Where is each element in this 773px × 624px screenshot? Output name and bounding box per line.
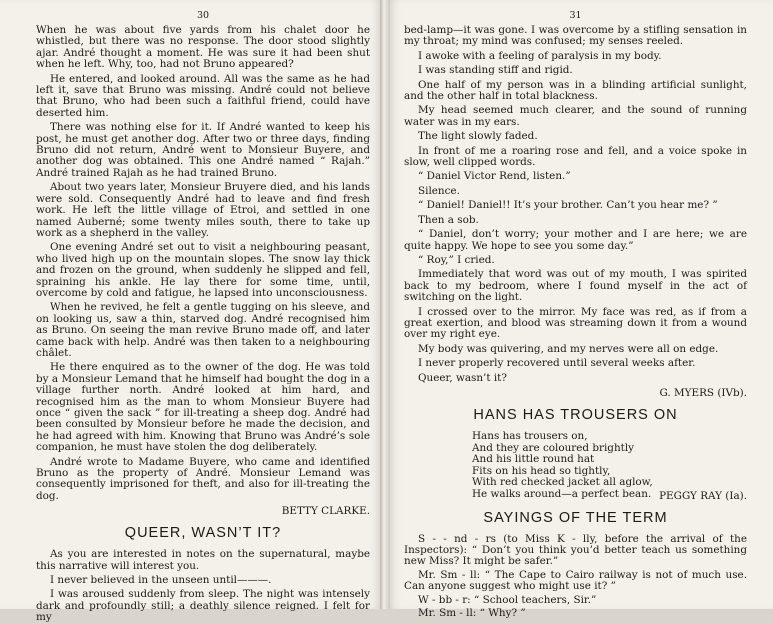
queer-paragraph: My body was quivering, and my nerves were all on edge.	[418, 342, 719, 355]
queer-paragraph: One half of my person was in a blinding artificial sunlight, and the other half in total blackness.	[404, 78, 747, 103]
story-paragraph: André wrote to Madame Buyere, who came and identified Bruno as the property of André. Monsieur Lemand was consequently imprisoned for theft, and also for ill-treating the dog.	[36, 455, 370, 502]
story-paragraph: He there enquired as to the owner of the dog. He was told by a Monsieur Lemand that he himself had bought the dog in a village further north. André looked at him hard, and recognised him as the man to whom Monsieur Buyere had once “ given the sack ” for ill-treating a sheep dog. André had been consulted by Monsieur before he made the decision, and he had agreed with him. Knowing that Bruno was André’s sole companion, he must have stolen the dog deliberately.	[36, 361, 370, 454]
book-gutter	[380, 0, 390, 609]
queer-paragraph: I was standing stiff and rigid.	[418, 64, 573, 77]
queer-paragraph: bed-lamp—it was gone. I was overcome by a stifling sensation in my throat; my mind was confused; my senses reeled.	[404, 24, 747, 48]
poem-line: He walks around—a perfect bean.	[472, 487, 652, 500]
queer-intro	[36, 549, 370, 623]
sayings-list	[404, 534, 747, 620]
story-paragraph: About two years later, Monsieur Bruyere died, and his lands were sold. Consequently André had to leave and find fresh work. He left the little village of Etroi, and settled in one named Auberné; some twenty miles south, there to take up work as a shepherd in the valley.	[36, 181, 370, 239]
saying: Mr. Sm - ll: “ Why? ”	[418, 606, 526, 619]
story-paragraph: When he revived, he felt a gentle tugging on his sleeve, and on looking us, saw a thin, starved dog. André recognised him as Bruno. On seeing the man revive Bruno made off, and later came back with help. André was then taken to a neighbouring châlet.	[36, 301, 370, 359]
queer-paragraph: “ Daniel! Daniel!! It’s your brother. Can’t you hear me? ”	[418, 199, 718, 212]
queer-paragraph: “ Daniel, don’t worry; your mother and I are here; we are quite happy. We hope to see you some day.”	[404, 228, 747, 252]
right-page	[384, 0, 773, 619]
poem-line: Fits on his head so tightly,	[472, 464, 611, 477]
queer-title: QUEER, WASN’T IT?	[124, 525, 282, 542]
queer-paragraph: I awoke with a feeling of paralysis in my body.	[418, 49, 662, 62]
left-page	[0, 0, 384, 624]
story-paragraph: One evening André set out to visit a neighbouring peasant, who lived high up on the mountain slopes. The snow lay thick and frozen on the ground, when suddenly he slipped and fell, spraining his ankle. He lay there for some time, until, overcome by cold and fatigue, he lapsed into unconsciousness.	[36, 241, 370, 299]
queer-author: G. MYERS (IVb).	[659, 386, 747, 399]
queer-paragraph: The light slowly faded.	[418, 130, 538, 143]
queer-paragraph: Silence.	[418, 184, 460, 197]
hans-title: HANS HAS TROUSERS ON	[473, 406, 678, 423]
queer-paragraph: As you are interested in notes on the supernatural, maybe this narrative will interest you.	[36, 548, 370, 572]
story-paragraph: When he was about five yards from his chalet door he whistled, but there was no response. The door stood slightly ajar. André thought a moment. He was sure it had been shut when he left. Why, too, had not Bruno appeared?	[36, 24, 370, 71]
story-paragraph: He entered, and looked around. All was the same as he had left it, save that Bruno was missing. André could not believe that Bruno, who had been such a faithful friend, could have deserted him.	[36, 72, 370, 119]
queer-continued	[404, 25, 747, 384]
queer-paragraph: Queer, wasn’t it?	[418, 371, 507, 384]
queer-paragraph: I never believed in the unseen until———.	[50, 574, 272, 587]
story-text	[36, 25, 370, 502]
queer-paragraph: In front of me a roaring rose and fell, and a voice spoke in slow, well clipped words.	[404, 144, 747, 169]
hans-author: PEGGY RAY (Ia).	[659, 489, 747, 502]
queer-paragraph: “ Roy,” I cried.	[418, 253, 495, 266]
poem-line: And his little round hat	[472, 453, 595, 466]
saying: W - bb - r: “ School teachers, Sir.”	[418, 593, 597, 606]
poem-line: Hans has trousers on,	[472, 429, 588, 442]
story-author: BETTY CLARKE.	[281, 505, 370, 518]
queer-paragraph: I crossed over to the mirror. My face was red, as if from a great exertion, and blood was streaming down it from a wound over my right eye.	[404, 305, 747, 341]
page-number-right: 31	[569, 10, 582, 21]
story-paragraph: There was nothing else for it. If André wanted to keep his post, he must get another dog. After two or three days, finding Bruno did not return, André went to Monsieur Buyere, and another dog was obtained. This one André named “ Rajah.” André trained Rajah as he had trained Bruno.	[36, 121, 370, 179]
queer-paragraph: I was aroused suddenly from sleep. The night was intensely dark and profoundly still; a deathly silence reigned. I felt for my	[36, 588, 370, 624]
queer-paragraph: My head seemed much clearer, and the sound of running water was in my ears.	[404, 104, 747, 128]
sayings-title: SAYINGS OF THE TERM	[483, 509, 668, 526]
saying: Mr. Sm - ll: “ The Cape to Cairo railway is not of much use. Can anyone suggest who might use it? ”	[404, 568, 747, 593]
queer-paragraph: Then a sob.	[418, 213, 479, 226]
queer-paragraph: Immediately that word was out of my mouth, I was spirited back to my bedroom, where I found myself in the act of switching on the light.	[404, 268, 747, 304]
queer-paragraph: “ Daniel Victor Rend, listen.”	[418, 170, 571, 183]
poem-line: And they are coloured brightly	[472, 441, 635, 454]
saying: S - - nd - rs (to Miss K - lly, before the arrival of the Inspectors): “ Don’t you think you’d better teach us something new Miss? It might be safer.”	[404, 532, 747, 568]
poem-line: With red checked jacket all aglow,	[472, 476, 653, 489]
queer-paragraph: I never properly recovered until several weeks after.	[418, 357, 696, 370]
page-number-left: 30	[196, 10, 210, 21]
